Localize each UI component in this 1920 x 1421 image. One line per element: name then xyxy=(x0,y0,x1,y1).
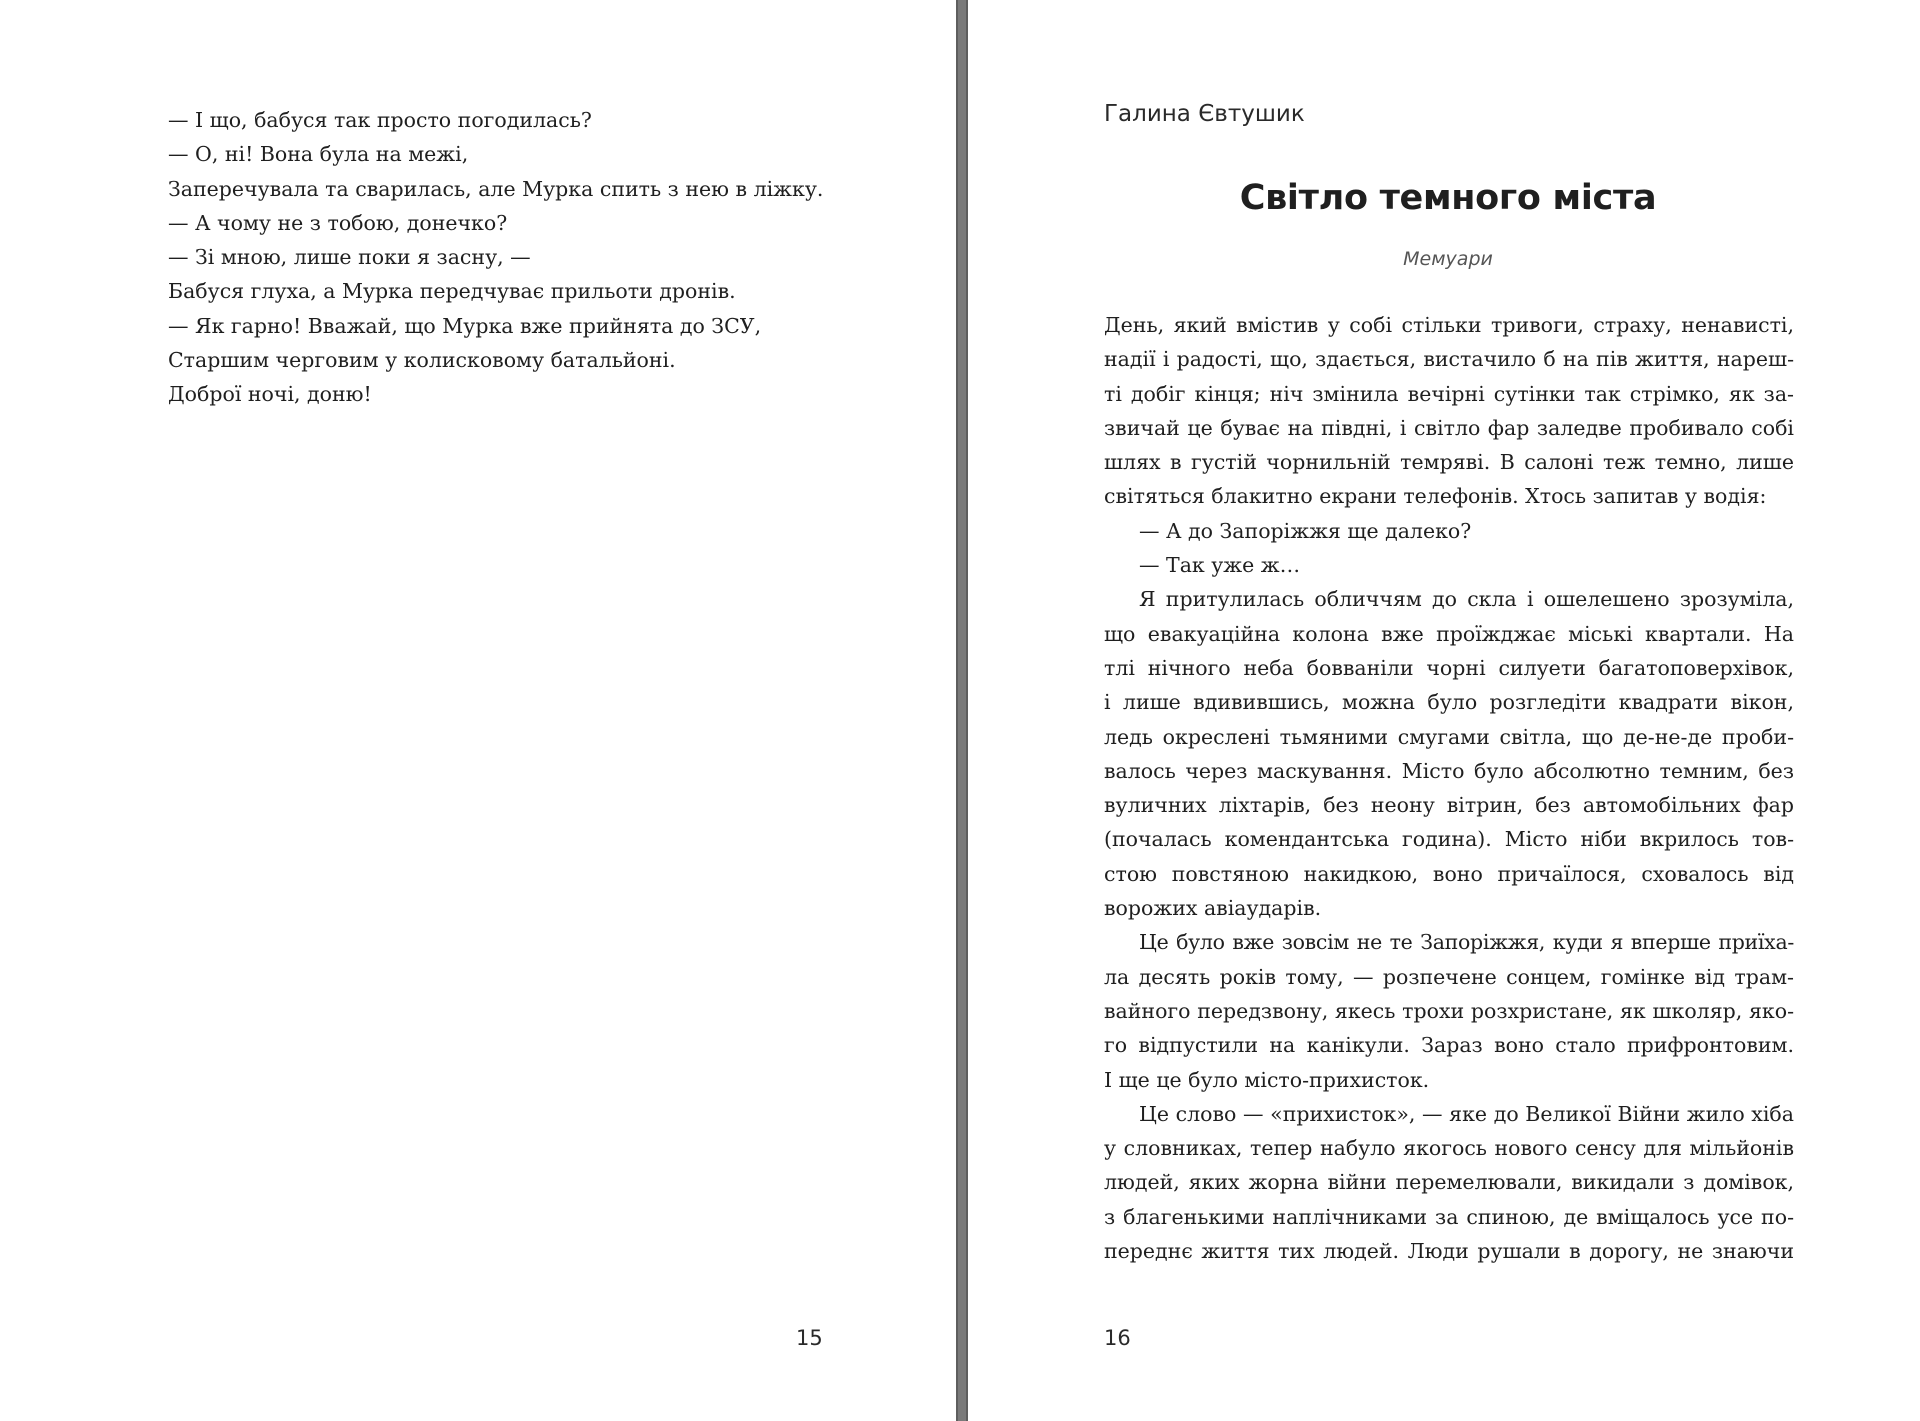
text-line: ледь окреслені тьмяними смугами світла, що де-не-де проби- xyxy=(1104,724,1794,749)
text-line: вайного передзвону, якесь трохи розхристане, як школяр, яко- xyxy=(1104,998,1794,1023)
text-line: го відпустили на канікули. Зараз воно стало прифронтовим. xyxy=(1104,1033,1794,1058)
text-line: шлях в густій чорнильній темряві. В салоні теж темно, лише xyxy=(1104,450,1794,475)
text-line: що евакуаційна колона вже проїжджає міські квартали. На xyxy=(1104,621,1794,646)
text-line: І ще це було місто-прихисток. xyxy=(1104,1067,1430,1092)
text-line: — Зі мною, лише поки я засну, — xyxy=(168,245,531,270)
text-line: — О, ні! Вона була на межі, xyxy=(168,142,469,167)
text-line: звичай це буває на півдні, і світло фар заледве пробивало собі xyxy=(1104,415,1794,440)
prose-text xyxy=(1104,308,1794,1268)
left-page xyxy=(0,0,956,1421)
poem-text xyxy=(168,103,868,412)
text-line: — І що, бабуся так просто погодилась? xyxy=(168,108,592,132)
text-line: людей, яких жорна війни перемелювали, викидали з домівок, xyxy=(1104,1170,1794,1195)
text-line: світяться блакитно екрани телефонів. Хтось запитав у водія: xyxy=(1104,484,1767,509)
book-gutter xyxy=(956,0,968,1421)
text-line: у словниках, тепер набуло якогось нового сенсу для мільйонів xyxy=(1104,1136,1794,1161)
dialogue-line: — Так уже ж… xyxy=(1139,553,1301,578)
text-line: Старшим черговим у колисковому батальйоні. xyxy=(168,348,676,373)
text-line: Доброї ночі, доню! xyxy=(168,382,372,407)
text-line: ла десять років тому, — розпечене сонцем, гомінке від трам- xyxy=(1104,964,1794,989)
text-line: — Як гарно! Вважай, що Мурка вже прийнята до ЗСУ, xyxy=(168,313,762,338)
text-line: і лише вдивившись, можна було розгледіти квадрати вікон, xyxy=(1104,690,1794,715)
text-line: переднє життя тих людей. Люди рушали в дорогу, не знаючи xyxy=(1104,1239,1794,1264)
page-number-left: 15 xyxy=(796,1326,823,1350)
text-line: тлі нічного неба бовваніли чорні силуети багатоповерхівок, xyxy=(1104,655,1794,680)
text-line: Бабуся глуха, а Мурка передчуває прильоти дронів. xyxy=(168,279,736,304)
text-line: вуличних ліхтарів, без неону вітрин, без автомобільних фар xyxy=(1104,793,1794,818)
text-line: День, який вмістив у собі стільки тривоги, страху, ненависті, xyxy=(1104,313,1794,337)
page-number-right: 16 xyxy=(1104,1326,1131,1350)
text-line: Я притулилась обличчям до скла і ошелешено зрозуміла, xyxy=(1139,587,1794,612)
text-line: надії і радості, що, здається, вистачило б на пів життя, нареш- xyxy=(1104,347,1794,372)
text-line: з благенькими наплічниками за спиною, де вміщалось усе по- xyxy=(1104,1204,1794,1229)
text-line: Це слово — «прихисток», — яке до Великої Війни жило хіба xyxy=(1139,1101,1794,1126)
text-line: валось через маскування. Місто було абсолютно темним, без xyxy=(1104,758,1794,783)
text-line: ті добіг кінця; ніч змінила вечірні сутінки так стрімко, як за- xyxy=(1104,381,1794,406)
text-line: — А чому не з тобою, донечко? xyxy=(168,210,508,235)
dialogue-line: — А до Запоріжжя ще далеко? xyxy=(1139,518,1472,543)
text-line: ворожих авіаударів. xyxy=(1104,896,1322,921)
text-line: Заперечувала та сварилась, але Мурка спить з нею в ліжку. xyxy=(168,176,824,201)
text-line: Це було вже зовсім не те Запоріжжя, куди я вперше приїха- xyxy=(1139,930,1794,955)
chapter-title: Світло темного міста xyxy=(1239,178,1657,218)
text-line: (почалась комендантська година). Місто ніби вкрилось тов- xyxy=(1104,827,1794,852)
genre-subtitle: Мемуари xyxy=(1403,248,1493,270)
running-head-author: Галина Євтушик xyxy=(1104,101,1305,127)
text-line: стою повстяною накидкою, воно причаїлося, сховалось від xyxy=(1104,861,1794,886)
